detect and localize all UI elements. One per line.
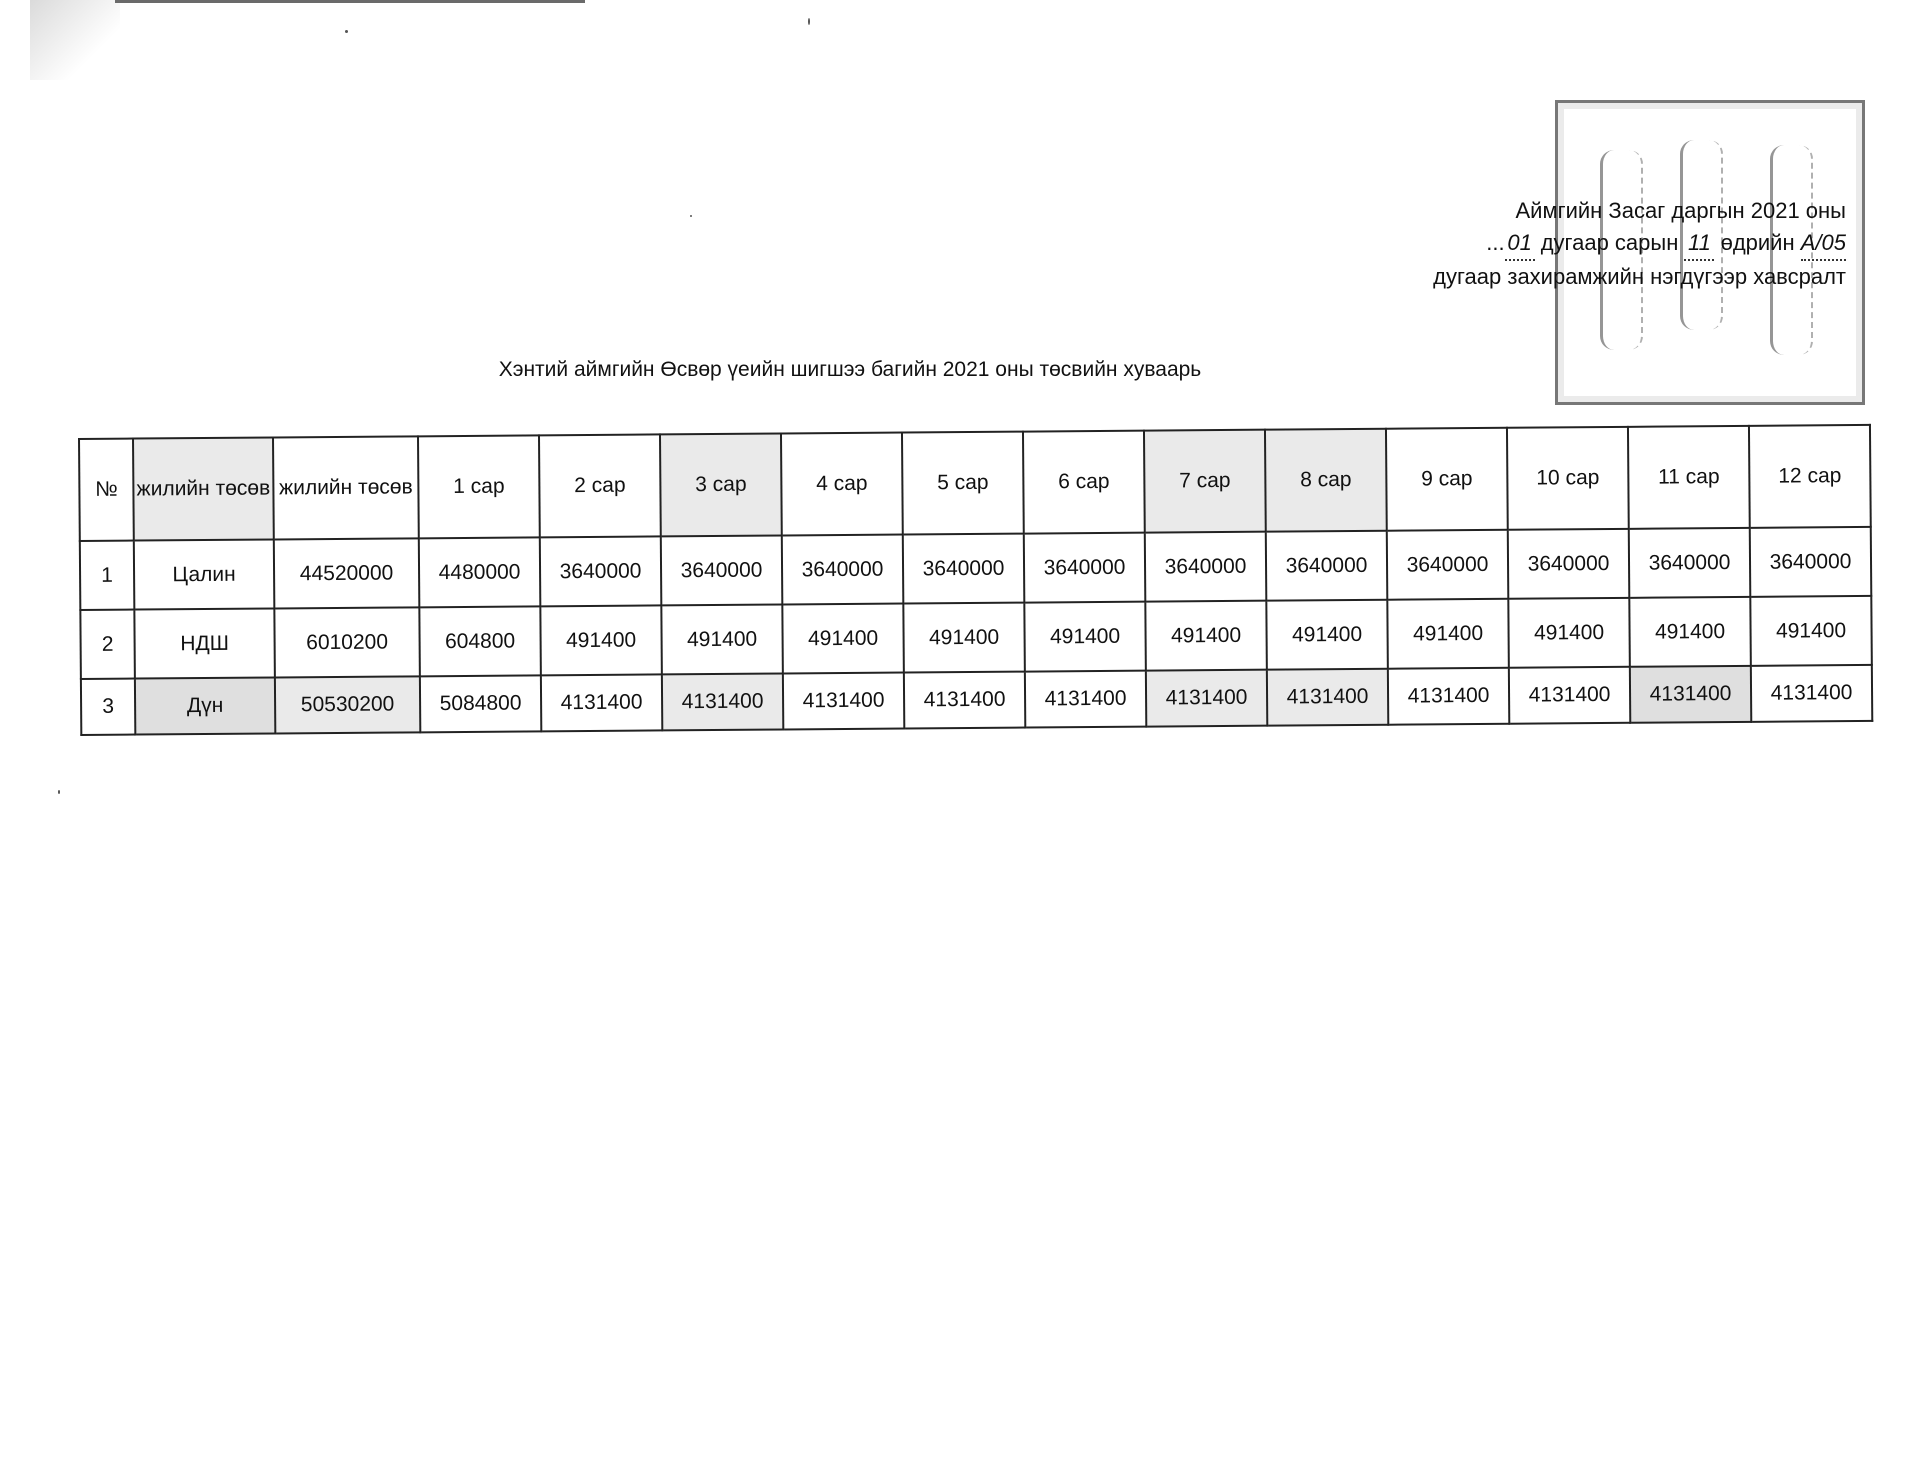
scan-speck — [345, 30, 348, 33]
appendix-header — [1433, 195, 1846, 293]
header-cell: 11 сар — [1628, 426, 1750, 529]
header-day: 11 — [1684, 227, 1714, 261]
scan-shadow — [30, 0, 120, 80]
header-month: 01 — [1505, 227, 1535, 261]
table-cell: 4131400 — [783, 673, 904, 730]
header-cell: жилийн төсөв — [133, 437, 274, 540]
table-cell: НДШ — [134, 608, 275, 678]
scan-speck — [690, 215, 692, 217]
header-cell: 6 сар — [1023, 431, 1145, 534]
table-cell: 4131400 — [1025, 671, 1146, 728]
scan-speck — [808, 18, 810, 25]
table-cell: 491400 — [540, 605, 662, 675]
header-cell: 9 сар — [1386, 428, 1508, 531]
table-cell: 3640000 — [1266, 531, 1388, 601]
table-cell: 4131400 — [904, 672, 1025, 729]
table-cell: 3640000 — [1508, 529, 1630, 599]
table-cell: Дүн — [135, 677, 275, 734]
table-cell: 491400 — [1508, 598, 1630, 668]
header-cell: 3 сар — [660, 433, 782, 536]
table-cell: 4131400 — [1751, 665, 1872, 722]
header-cell: 12 сар — [1749, 425, 1871, 528]
table-cell: 44520000 — [274, 538, 420, 608]
table-cell: 3640000 — [540, 536, 662, 606]
table-cell: 4131400 — [662, 673, 783, 730]
header-cell: № — [79, 439, 134, 541]
table-cell: 491400 — [1024, 602, 1146, 672]
document-title: Хэнтий аймгийн Өсвөр үеийн шигшээ багийн 2021 оны төсвийн хуваарь — [498, 358, 1202, 381]
header-cell: жилийн төсөв — [273, 436, 419, 539]
table-cell: 4131400 — [1267, 669, 1388, 726]
header-order-number: A/05 — [1801, 227, 1846, 261]
table-cell: 3640000 — [1387, 530, 1509, 600]
table-cell: 6010200 — [274, 607, 420, 677]
table-cell: 5084800 — [420, 675, 541, 732]
table-cell: 3640000 — [1750, 527, 1872, 597]
table-cell: 3640000 — [1145, 532, 1267, 602]
table-cell: 3640000 — [1629, 528, 1751, 598]
table-cell: 4131400 — [1388, 668, 1509, 725]
header-line-3: дугаар захирамжийн нэгдүгээр хавсралт — [1433, 264, 1846, 289]
header-cell: 8 сар — [1265, 429, 1387, 532]
header-mid: дугаар сарын — [1534, 230, 1685, 255]
table-cell: 3640000 — [903, 534, 1025, 604]
header-line-2 — [1433, 227, 1846, 261]
header-cell: 2 сар — [539, 434, 661, 537]
table-cell: 604800 — [419, 606, 541, 676]
table-cell: 3640000 — [782, 535, 904, 605]
table-cell: 491400 — [1387, 599, 1509, 669]
header-cell: 4 сар — [781, 433, 903, 536]
header-after: өдрийн — [1714, 230, 1801, 255]
budget-table — [78, 424, 1873, 736]
table-cell: 4480000 — [419, 537, 541, 607]
table-cell: 491400 — [1145, 601, 1267, 671]
table-header-row — [79, 425, 1871, 541]
table-cell: 491400 — [1629, 597, 1751, 667]
scan-speck — [58, 790, 60, 794]
table-cell: 2 — [80, 610, 135, 679]
table-cell: 491400 — [903, 603, 1025, 673]
header-dots: ... — [1486, 230, 1505, 255]
header-cell: 10 сар — [1507, 427, 1629, 530]
table-cell: 1 — [80, 541, 135, 610]
table-cell: 491400 — [782, 604, 904, 674]
header-line-1: Аймгийн Засаг даргын 2021 оны — [1515, 198, 1846, 223]
table-cell: 491400 — [1266, 600, 1388, 670]
table-cell: 491400 — [1750, 596, 1872, 666]
table-cell: 4131400 — [1146, 670, 1267, 727]
top-edge-rule — [115, 0, 585, 3]
table-cell: 50530200 — [275, 676, 420, 733]
header-cell: 7 сар — [1144, 430, 1266, 533]
table-cell: Цалин — [134, 539, 275, 609]
table-cell: 4131400 — [1630, 666, 1751, 723]
table-cell: 4131400 — [541, 674, 662, 731]
table-cell: 3 — [81, 679, 135, 735]
table-cell: 4131400 — [1509, 667, 1630, 724]
table-cell: 491400 — [661, 604, 783, 674]
header-cell: 5 сар — [902, 432, 1024, 535]
header-cell: 1 сар — [418, 435, 540, 538]
table-cell: 3640000 — [1024, 533, 1146, 603]
table-cell: 3640000 — [661, 535, 783, 605]
